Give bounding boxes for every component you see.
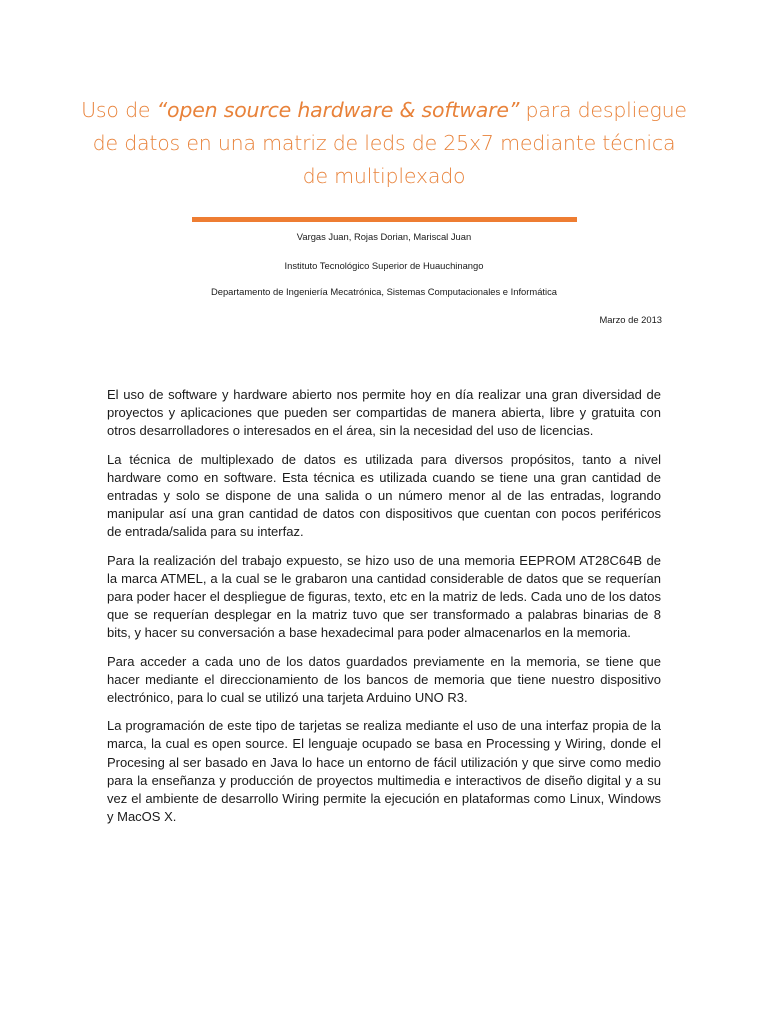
institute-line: Instituto Tecnológico Superior de Huauchinango	[284, 260, 484, 271]
title-divider	[192, 217, 577, 222]
paragraph: La técnica de multiplexado de datos es utilizada para diversos propósitos, tanto a nivel hardware como en software. Esta técnica es utilizada cuando se tiene una gran cantidad de entradas y solo se dispone de una salida o un número menor al de las entradas, logrando manipular así una gran cantidad de datos con dispositivos que cuentan con pocos periféricos de entrada/salida para su interfaz.	[107, 451, 661, 540]
title-suffix: para despliegue de datos en una matriz de leds de 25x7 mediante técnica de multiplexado	[92, 98, 687, 188]
title-italic: “open source hardware & software”	[156, 98, 520, 122]
paragraph: Para acceder a cada uno de los datos guardados previamente en la memoria, se tiene que hacer mediante el direccionamiento de los bancos de memoria que tiene nuestro dispositivo electrónico, para lo cual se utilizó una tarjeta Arduino UNO R3.	[107, 653, 661, 706]
paper-title	[80, 94, 688, 193]
title-prefix: Uso de	[81, 98, 157, 122]
paragraph: Para la realización del trabajo expuesto, se hizo uso de una memoria EEPROM AT28C64B de la marca ATMEL, a la cual se le grabaron una cantidad considerable de datos que se requerían para poder hacer el despliegue de figuras, texto, etc en la matriz de leds. Cada uno de los datos que se requerían desplegar en la matriz tuvo que ser transformado a palabras binarias de 8 bits, y hacer su conversación a base hexadecimal para poder almacenarlos en la memoria.	[107, 552, 661, 641]
date-line: Marzo de 2013	[599, 314, 662, 325]
paragraph: El uso de software y hardware abierto nos permite hoy en día realizar una gran diversidad de proyectos y aplicaciones que pueden ser compartidas de manera abierta, libre y gratuita con otros desarrolladores o interesados en el área, sin la necesidad del uso de licencias.	[107, 387, 661, 439]
paragraph: La programación de este tipo de tarjetas se realiza mediante el uso de una interfaz propia de la marca, la cual es open source. El lenguaje ocupado se basa en Processing y Wiring, donde el Procesing al ser basado en Java lo hace un entorno de fácil utilización y que sirve como medio para la enseñanza y producción de proyectos multimedia e interactivos de diseño digital y a su vez el ambiente de desarrollo Wiring permite la ejecución en plataformas como Linux, Windows y MacOS X.	[107, 718, 661, 825]
body-text	[107, 386, 661, 836]
department-line: Departamento de Ingeniería Mecatrónica, Sistemas Computacionales e Informática	[210, 286, 557, 297]
authors-line: Vargas Juan, Rojas Dorian, Mariscal Juan	[296, 231, 472, 242]
